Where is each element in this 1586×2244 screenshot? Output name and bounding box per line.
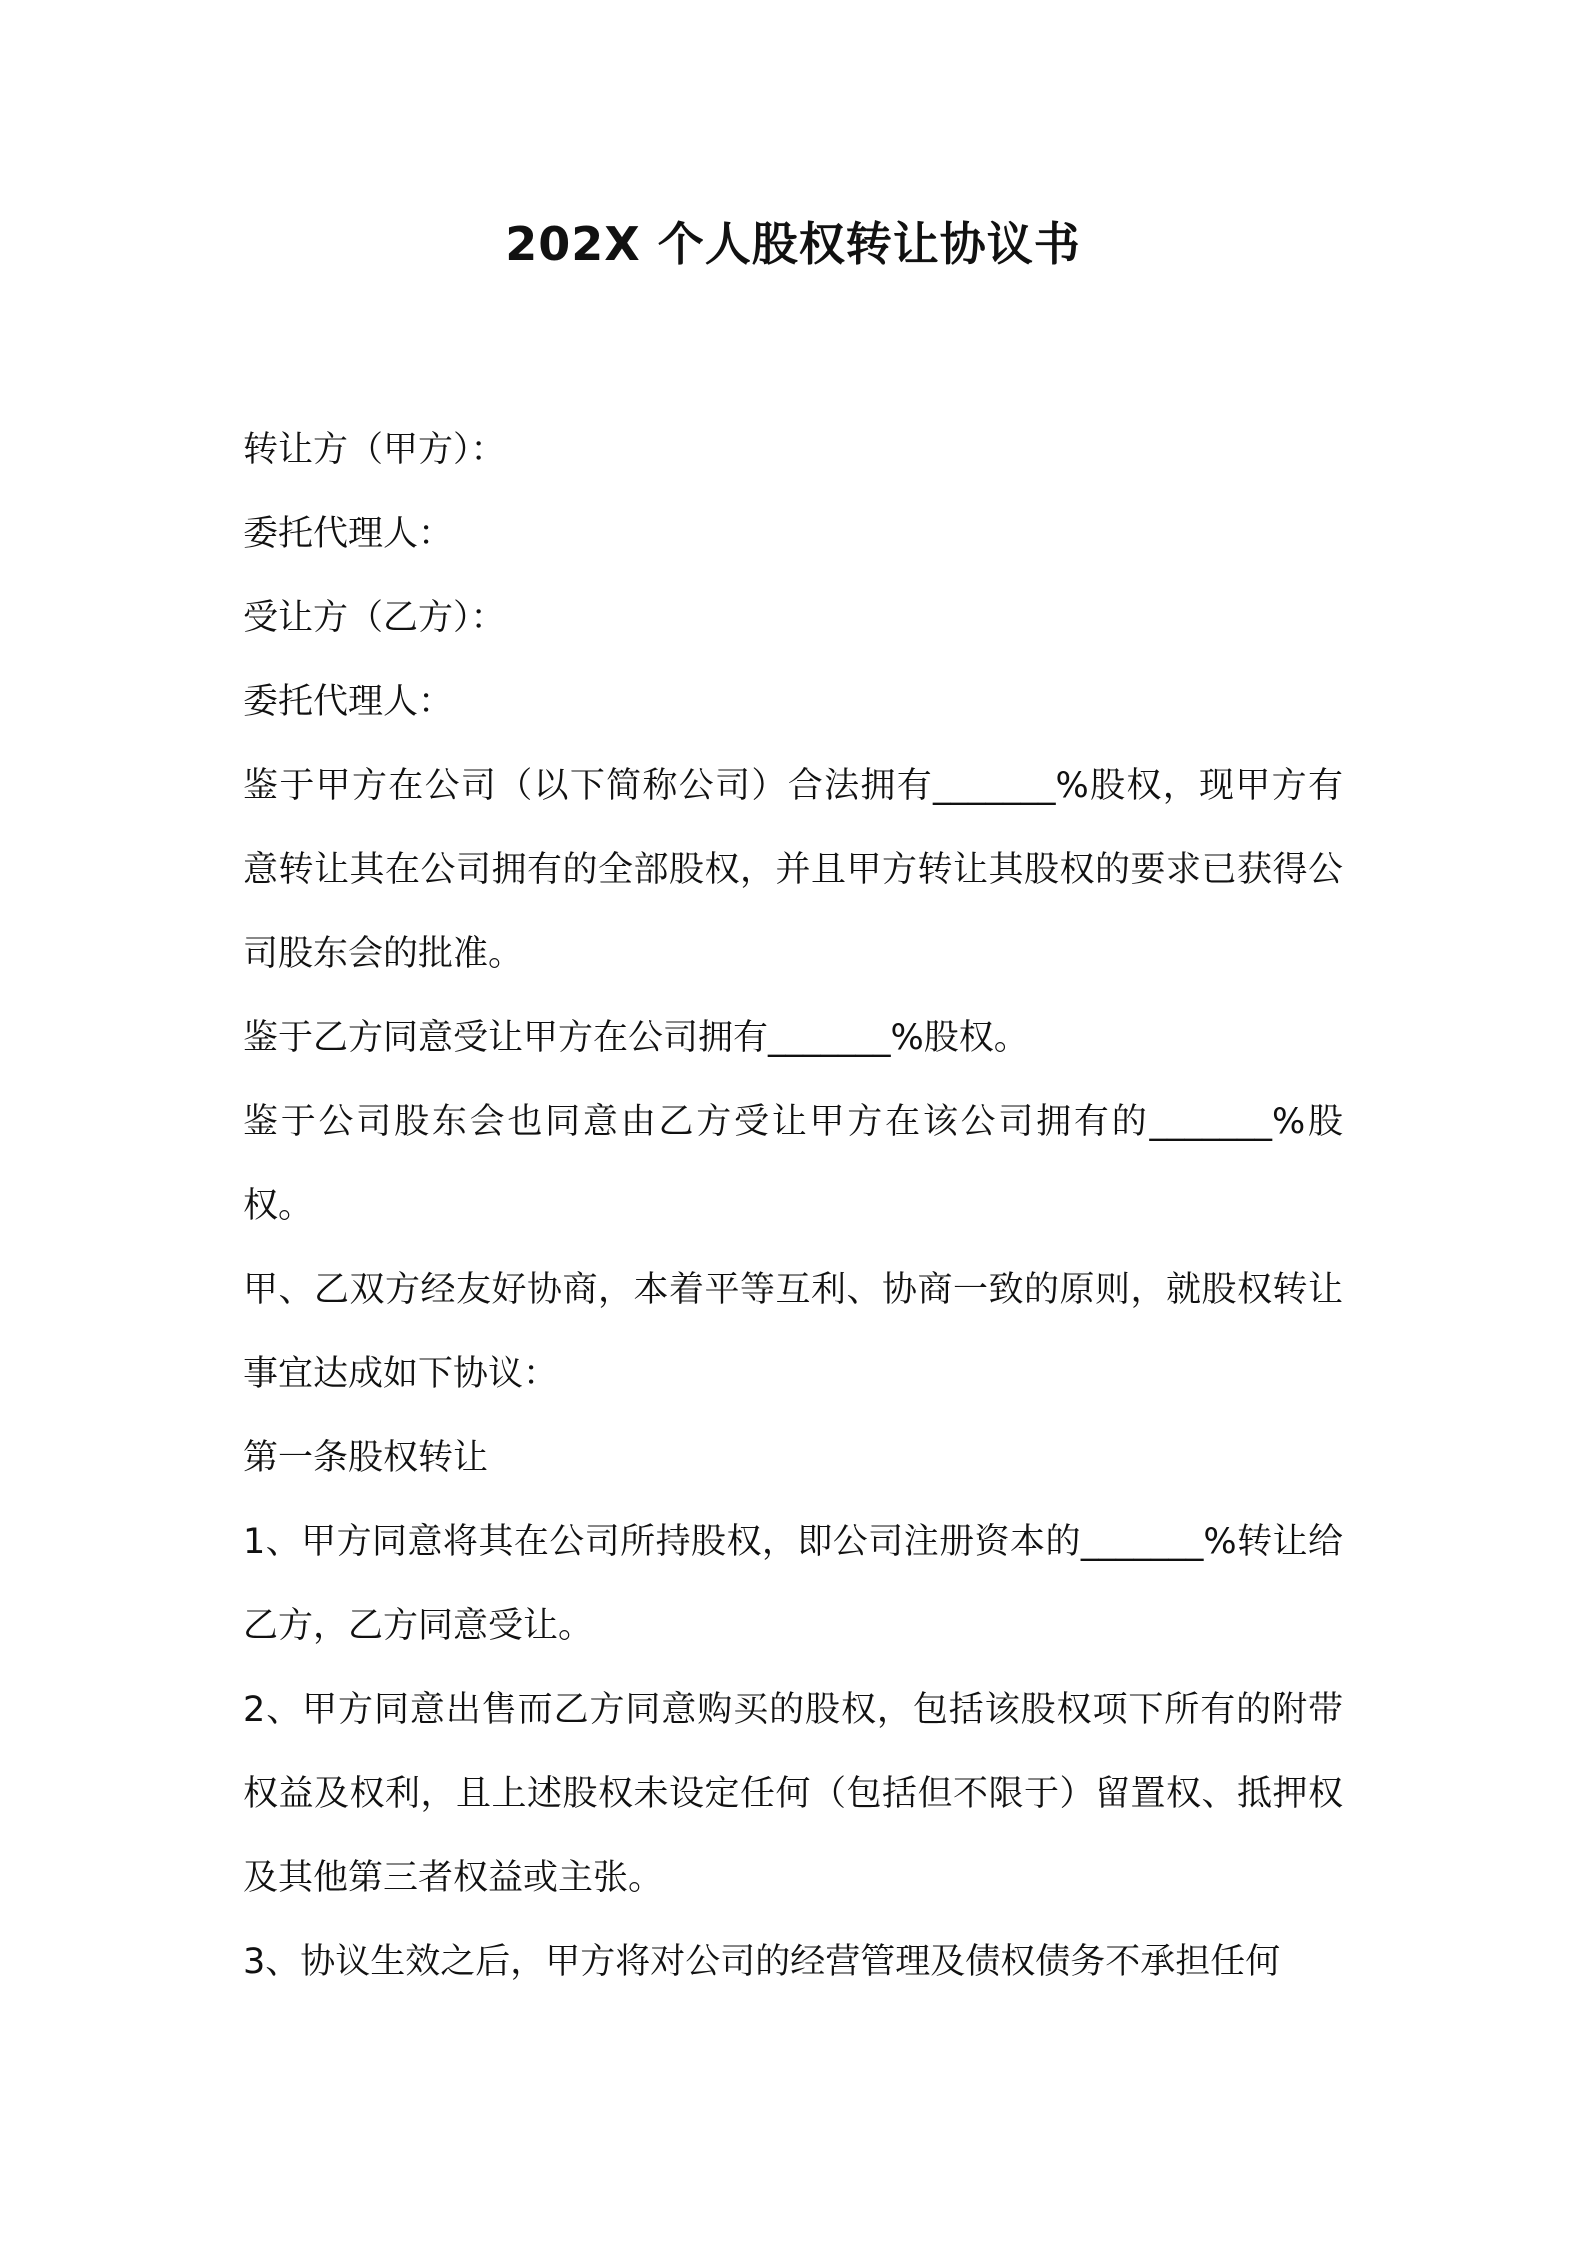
paragraph-recital-2: 鉴于乙方同意受让甲方在公司拥有_______%股权。	[243, 1018, 1029, 1058]
document-title: 202X 个人股权转让协议书	[505, 217, 1081, 271]
paragraph-transferee-agent: 委托代理人：	[243, 682, 454, 722]
paragraph-recital-3: 鉴于公司股东会也同意由乙方受让甲方在该公司拥有的_______%股权。	[243, 1102, 1343, 1226]
paragraph-transferor-agent: 委托代理人：	[243, 514, 454, 554]
paragraph-agreement-intro: 甲、乙双方经友好协商，本着平等互利、协商一致的原则，就股权转让事宜达成如下协议：	[243, 1270, 1343, 1394]
clause-3: 3、协议生效之后，甲方将对公司的经营管理及债权债务不承担任何	[243, 1942, 1281, 1982]
paragraph-transferee: 受让方（乙方）：	[243, 598, 506, 638]
paragraph-transferor: 转让方（甲方）：	[243, 430, 506, 470]
paragraph-recital-1: 鉴于甲方在公司（以下简称公司）合法拥有_______%股权，现甲方有意转让其在公司拥有的全部股权，并且甲方转让其股权的要求已获得公司股东会的批准。	[243, 766, 1343, 974]
section-heading-article-1: 第一条股权转让	[243, 1438, 489, 1478]
clause-1: 1、甲方同意将其在公司所持股权，即公司注册资本的_______%转让给乙方，乙方同意受让。	[243, 1522, 1343, 1646]
document-body	[243, 408, 1343, 2004]
clause-2: 2、甲方同意出售而乙方同意购买的股权，包括该股权项下所有的附带权益及权利，且上述股权未设定任何（包括但不限于）留置权、抵押权及其他第三者权益或主张。	[243, 1690, 1343, 1898]
